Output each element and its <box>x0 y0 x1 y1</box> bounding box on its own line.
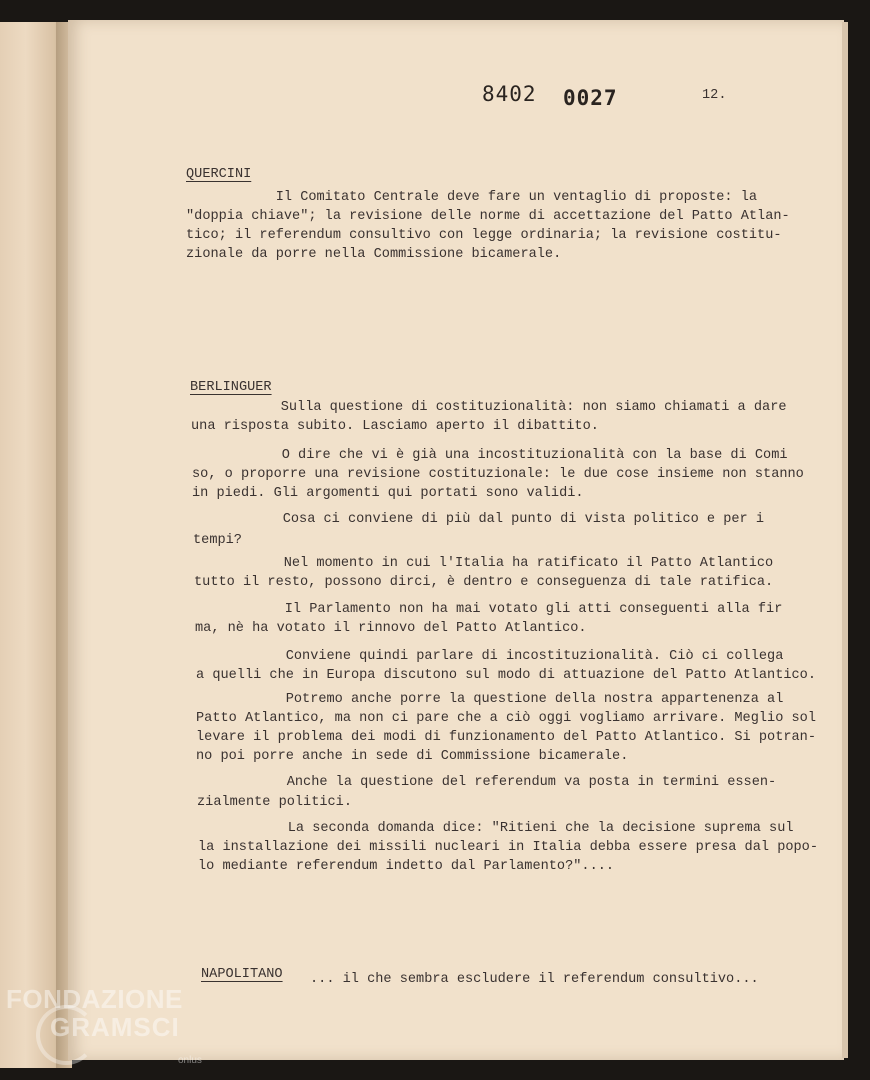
berlinguer-line: Anche la questione del referendum va posta in termini essen- <box>197 775 777 790</box>
berlinguer-line: Sulla questione di costituzionalità: non siamo chiamati a dare <box>191 400 787 415</box>
document-page <box>68 20 844 1060</box>
berlinguer-line: Conviene quindi parlare di incostituzionalità. Ciò ci collega <box>196 649 784 664</box>
berlinguer-line: a quelli che in Europa discutono sul modo di attuazione del Patto Atlantico. <box>196 668 816 683</box>
watermark-line2: GRAMSCI <box>50 1012 180 1042</box>
berlinguer-line: Potremo anche porre la questione della nostra appartenenza al <box>196 692 784 707</box>
berlinguer-line: so, o proporre una revisione costituzionale: le due cose insieme non stanno <box>192 467 804 482</box>
berlinguer-line: in piedi. Gli argomenti qui portati sono validi. <box>192 486 584 501</box>
berlinguer-line: La seconda domanda dice: "Ritieni che la decisione suprema sul <box>198 821 794 836</box>
berlinguer-line: Patto Atlantico, ma non ci pare che a ciò oggi vogliamo arrivare. Meglio sol <box>196 711 816 726</box>
speaker-quercini: QUERCINI <box>186 167 252 182</box>
watermark-onlus: onlus <box>178 1055 202 1066</box>
berlinguer-line: O dire che vi è già una incostituzionalità con la base di Comi <box>192 448 788 463</box>
berlinguer-line: una risposta subito. Lasciamo aperto il dibattito. <box>191 419 599 434</box>
berlinguer-line: lo mediante referendum indetto dal Parlamento?".... <box>198 859 615 874</box>
quercini-line: "doppia chiave"; la revisione delle norme di accettazione del Patto Atlan- <box>186 209 790 224</box>
berlinguer-line: Nel momento in cui l'Italia ha ratificato il Patto Atlantico <box>194 556 774 571</box>
fondazione-gramsci-watermark <box>6 984 202 1066</box>
berlinguer-line: Cosa ci conviene di più dal punto di vista politico e per i <box>193 512 765 527</box>
page-edge <box>842 22 848 1058</box>
page-number: 12. <box>702 88 727 103</box>
napolitano-line: ... il che sembra escludere il referendum consultivo... <box>310 972 759 987</box>
quercini-line: zionale da porre nella Commissione bicamerale. <box>186 247 562 262</box>
gramsci-logo-icon <box>36 1005 96 1065</box>
quercini-line: Il Comitato Centrale deve fare un ventaglio di proposte: la <box>186 190 758 205</box>
speaker-napolitano: NAPOLITANO <box>201 967 283 982</box>
speaker-berlinguer: BERLINGUER <box>190 380 272 395</box>
left-page-edge <box>0 22 64 1068</box>
berlinguer-line: Il Parlamento non ha mai votato gli atti conseguenti alla fir <box>195 602 783 617</box>
berlinguer-line: tutto il resto, possono dirci, è dentro e conseguenza di tale ratifica. <box>194 575 774 590</box>
archive-number-1: 8402 <box>482 82 537 106</box>
watermark-line1: FONDAZIONE <box>6 984 183 1014</box>
archive-number-2: 0027 <box>563 86 618 110</box>
berlinguer-line: no poi porre anche in sede di Commissione bicamerale. <box>196 749 629 764</box>
berlinguer-line: levare il problema dei modi di funzionamento del Patto Atlantico. Si potran- <box>196 730 816 745</box>
berlinguer-line: ma, nè ha votato il rinnovo del Patto Atlantico. <box>195 621 587 636</box>
berlinguer-line: zialmente politici. <box>197 795 352 810</box>
quercini-line: tico; il referendum consultivo con legge ordinaria; la revisione costitu- <box>186 228 782 243</box>
berlinguer-line: la installazione dei missili nucleari in Italia debba essere presa dal popo- <box>198 840 818 855</box>
berlinguer-line: tempi? <box>193 533 242 548</box>
